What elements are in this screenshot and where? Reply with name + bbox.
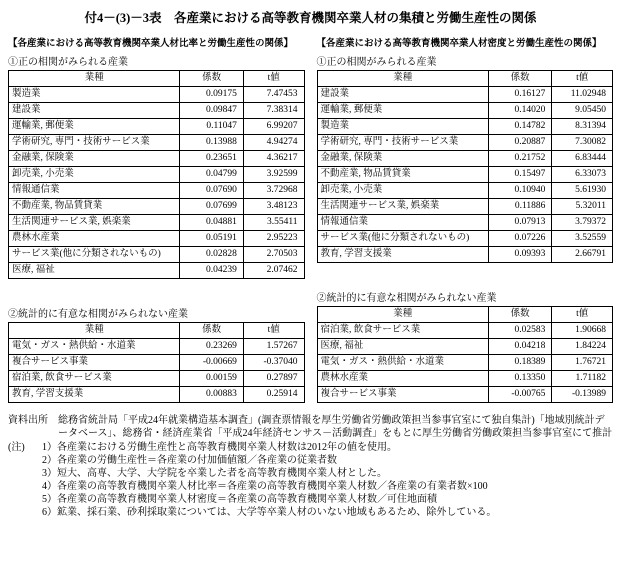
- t-value-cell: 2.70503: [243, 247, 304, 263]
- coefficient-cell: 0.07226: [488, 231, 552, 247]
- density-positive-correlation-table: [317, 70, 614, 263]
- panel-graduate-density: [317, 35, 614, 403]
- column-header: 係数: [180, 71, 244, 87]
- industry-cell: 生活関連サービス業, 娯楽業: [317, 199, 488, 215]
- column-header: 業種: [9, 71, 180, 87]
- coefficient-cell: 0.13350: [488, 371, 552, 387]
- column-header: 業種: [9, 323, 180, 339]
- notes-list: [42, 441, 613, 519]
- source-note: [8, 414, 613, 440]
- notes: [8, 441, 613, 519]
- t-value-cell: 2.07462: [243, 263, 304, 279]
- coefficient-cell: 0.00883: [180, 387, 244, 403]
- coefficient-cell: 0.00159: [180, 371, 244, 387]
- panel-heading-density: 【各産業における高等教育機関卒業人材密度と労働生産性の関係】: [316, 39, 602, 49]
- table-row: [317, 387, 613, 403]
- t-value-cell: -0.13989: [552, 387, 613, 403]
- table-row: [317, 215, 613, 231]
- t-value-cell: 11.02948: [552, 87, 613, 103]
- table-row: [9, 183, 305, 199]
- industry-cell: 学術研究, 専門・技術サービス業: [9, 135, 180, 151]
- column-header: t値: [243, 71, 304, 87]
- t-value-cell: 1.84224: [552, 339, 613, 355]
- coefficient-cell: 0.02828: [180, 247, 244, 263]
- industry-cell: 教育, 学習支援業: [9, 387, 180, 403]
- t-value-cell: 3.55411: [243, 215, 304, 231]
- table-row: [9, 87, 305, 103]
- industry-cell: 宿泊業, 飲食サービス業: [317, 323, 488, 339]
- industry-cell: 製造業: [9, 87, 180, 103]
- table-row: [9, 387, 305, 403]
- coefficient-cell: 0.14020: [488, 103, 552, 119]
- industry-cell: 医療, 福祉: [9, 263, 180, 279]
- coefficient-cell: 0.04239: [180, 263, 244, 279]
- note-item: 4）各産業の高等教育機関卒業人材比率＝各産業の高等教育機関卒業人材数／各産業の有業者数×100: [42, 481, 488, 492]
- table-caption-positive: ①正の相関がみられる産業: [316, 57, 437, 68]
- table-row: [9, 371, 305, 387]
- table-row: [9, 263, 305, 279]
- coefficient-cell: 0.07913: [488, 215, 552, 231]
- t-value-cell: 1.71182: [552, 371, 613, 387]
- footer: [8, 414, 613, 519]
- table-row: [317, 119, 613, 135]
- coefficient-cell: 0.07690: [180, 183, 244, 199]
- table-caption-positive: ①正の相関がみられる産業: [8, 57, 128, 68]
- industry-cell: 電気・ガス・熱供給・水道業: [9, 339, 180, 355]
- coefficient-cell: 0.23269: [180, 339, 244, 355]
- t-value-cell: 1.76721: [552, 355, 613, 371]
- table-row: [317, 167, 613, 183]
- t-value-cell: 3.52559: [552, 231, 613, 247]
- t-value-cell: 3.79372: [552, 215, 613, 231]
- header-row: [317, 307, 613, 323]
- coefficient-cell: -0.00669: [180, 355, 244, 371]
- table-row: [317, 355, 613, 371]
- t-value-cell: 5.61930: [552, 183, 613, 199]
- table-row: [9, 199, 305, 215]
- column-header: 係数: [488, 307, 552, 323]
- panel-heading-ratio: 【各産業における高等教育機関卒業人材比率と労働生産性の関係】: [8, 39, 294, 49]
- column-header: 業種: [317, 307, 488, 323]
- column-header: 係数: [488, 71, 552, 87]
- t-value-cell: 0.25914: [243, 387, 304, 403]
- coefficient-cell: 0.16127: [488, 87, 552, 103]
- industry-cell: 金融業, 保険業: [9, 151, 180, 167]
- t-value-cell: -0.37040: [243, 355, 304, 371]
- t-value-cell: 2.95223: [243, 231, 304, 247]
- t-value-cell: 2.66791: [552, 247, 613, 263]
- industry-cell: 農林水産業: [9, 231, 180, 247]
- industry-cell: 医療, 福祉: [317, 339, 488, 355]
- t-value-cell: 5.32011: [552, 199, 613, 215]
- table-caption-not-significant: ②統計的に有意な相関がみられない産業: [316, 293, 497, 304]
- source-text: 総務省統計局「平成24年就業構造基本調査」(調査票情報を厚生労働省労働政策担当参事官室にて独自集計)「地域別統計データベース」、総務省・経済産業省「平成24年経済センサス－活動調査」をもとに厚生労働省労働政策担当参事官室にて推計: [58, 415, 613, 439]
- note-item: 1）各産業における労働生産性と高等教育機関卒業人材数は2012年の値を使用。: [42, 442, 397, 453]
- coefficient-cell: 0.09393: [488, 247, 552, 263]
- note-item: 2）各産業の労働生産性＝各産業の付加価値額／各産業の従業者数: [42, 455, 337, 466]
- industry-cell: サービス業(他に分類されないもの): [9, 247, 180, 263]
- coefficient-cell: 0.20887: [488, 135, 552, 151]
- table-row: [317, 231, 613, 247]
- t-value-cell: 6.99207: [243, 119, 304, 135]
- industry-cell: 不動産業, 物品賃貸業: [317, 167, 488, 183]
- coefficient-cell: 0.18389: [488, 355, 552, 371]
- t-value-cell: 6.83444: [552, 151, 613, 167]
- table-row: [9, 135, 305, 151]
- t-value-cell: 6.33073: [552, 167, 613, 183]
- coefficient-cell: 0.04218: [488, 339, 552, 355]
- industry-cell: 卸売業, 小売業: [317, 183, 488, 199]
- panel-graduate-ratio: [8, 35, 305, 403]
- column-header: t値: [552, 307, 613, 323]
- coefficient-cell: 0.04881: [180, 215, 244, 231]
- t-value-cell: 3.72968: [243, 183, 304, 199]
- industry-cell: 教育, 学習支援業: [317, 247, 488, 263]
- table-row: [9, 119, 305, 135]
- industry-cell: 建設業: [317, 87, 488, 103]
- t-value-cell: 7.38314: [243, 103, 304, 119]
- coefficient-cell: 0.11047: [180, 119, 244, 135]
- industry-cell: 金融業, 保険業: [317, 151, 488, 167]
- t-value-cell: 3.92599: [243, 167, 304, 183]
- source-label: 資料出所: [8, 415, 48, 426]
- note-item: 5）各産業の高等教育機関卒業人材密度＝各産業の高等教育機関卒業人材数／可住地面積: [42, 494, 437, 505]
- table-row: [317, 371, 613, 387]
- table-row: [9, 355, 305, 371]
- table-row: [317, 339, 613, 355]
- header-row: [9, 323, 305, 339]
- coefficient-cell: 0.14782: [488, 119, 552, 135]
- coefficient-cell: 0.02583: [488, 323, 552, 339]
- table-row: [317, 183, 613, 199]
- table-body: [9, 339, 305, 403]
- t-value-cell: 0.27897: [243, 371, 304, 387]
- coefficient-cell: 0.15497: [488, 167, 552, 183]
- coefficient-cell: 0.23651: [180, 151, 244, 167]
- t-value-cell: 4.94274: [243, 135, 304, 151]
- coefficient-cell: 0.04799: [180, 167, 244, 183]
- table-row: [9, 167, 305, 183]
- table-row: [317, 87, 613, 103]
- note-item: 6）鉱業、採石業、砂利採取業については、大学等卒業人材のいない地域もあるため、除外している。: [42, 507, 497, 518]
- industry-cell: 宿泊業, 飲食サービス業: [9, 371, 180, 387]
- t-value-cell: 1.57267: [243, 339, 304, 355]
- notes-label: (注): [8, 442, 25, 453]
- t-value-cell: 3.48123: [243, 199, 304, 215]
- coefficient-cell: 0.10940: [488, 183, 552, 199]
- table-row: [317, 135, 613, 151]
- table-row: [317, 247, 613, 263]
- column-header: 業種: [317, 71, 488, 87]
- industry-cell: 卸売業, 小売業: [9, 167, 180, 183]
- industry-cell: 学術研究, 専門・技術サービス業: [317, 135, 488, 151]
- table-row: [9, 247, 305, 263]
- table-row: [9, 231, 305, 247]
- two-column-layout: [8, 35, 613, 403]
- ratio-not-significant-table: [8, 322, 305, 403]
- industry-cell: 複合サービス事業: [9, 355, 180, 371]
- industry-cell: 不動産業, 物品賃貸業: [9, 199, 180, 215]
- table-row: [317, 151, 613, 167]
- coefficient-cell: 0.09847: [180, 103, 244, 119]
- t-value-cell: 7.47453: [243, 87, 304, 103]
- industry-cell: 製造業: [317, 119, 488, 135]
- note-item: 3）短大、高専、大学、大学院を卒業した者を高等教育機関卒業人材とした。: [42, 468, 387, 479]
- industry-cell: 建設業: [9, 103, 180, 119]
- header-row: [9, 71, 305, 87]
- table-row: [9, 151, 305, 167]
- column-header: 係数: [180, 323, 244, 339]
- table-row: [9, 215, 305, 231]
- industry-cell: 電気・ガス・熱供給・水道業: [317, 355, 488, 371]
- industry-cell: 運輸業, 郵便業: [9, 119, 180, 135]
- coefficient-cell: -0.00765: [488, 387, 552, 403]
- table-body: [317, 87, 613, 263]
- coefficient-cell: 0.11886: [488, 199, 552, 215]
- industry-cell: 複合サービス事業: [317, 387, 488, 403]
- coefficient-cell: 0.05191: [180, 231, 244, 247]
- header-row: [317, 71, 613, 87]
- table-row: [9, 103, 305, 119]
- table-row: [9, 339, 305, 355]
- industry-cell: 生活関連サービス業, 娯楽業: [9, 215, 180, 231]
- density-not-significant-table: [317, 306, 614, 403]
- industry-cell: サービス業(他に分類されないもの): [317, 231, 488, 247]
- t-value-cell: 4.36217: [243, 151, 304, 167]
- industry-cell: 情報通信業: [9, 183, 180, 199]
- t-value-cell: 7.30082: [552, 135, 613, 151]
- table-body: [317, 323, 613, 403]
- column-header: t値: [243, 323, 304, 339]
- t-value-cell: 9.05450: [552, 103, 613, 119]
- coefficient-cell: 0.07699: [180, 199, 244, 215]
- ratio-positive-correlation-table: [8, 70, 305, 279]
- t-value-cell: 8.31394: [552, 119, 613, 135]
- industry-cell: 情報通信業: [317, 215, 488, 231]
- coefficient-cell: 0.09175: [180, 87, 244, 103]
- coefficient-cell: 0.13988: [180, 135, 244, 151]
- coefficient-cell: 0.21752: [488, 151, 552, 167]
- table-body: [9, 87, 305, 279]
- t-value-cell: 1.90668: [552, 323, 613, 339]
- industry-cell: 農林水産業: [317, 371, 488, 387]
- table-caption-not-significant: ②統計的に有意な相関がみられない産業: [8, 309, 188, 320]
- industry-cell: 運輸業, 郵便業: [317, 103, 488, 119]
- page-title: 付4－(3)－3表 各産業における高等教育機関卒業人材の集積と労働生産性の関係: [84, 11, 537, 25]
- table-row: [317, 323, 613, 339]
- table-row: [317, 103, 613, 119]
- column-header: t値: [552, 71, 613, 87]
- table-row: [317, 199, 613, 215]
